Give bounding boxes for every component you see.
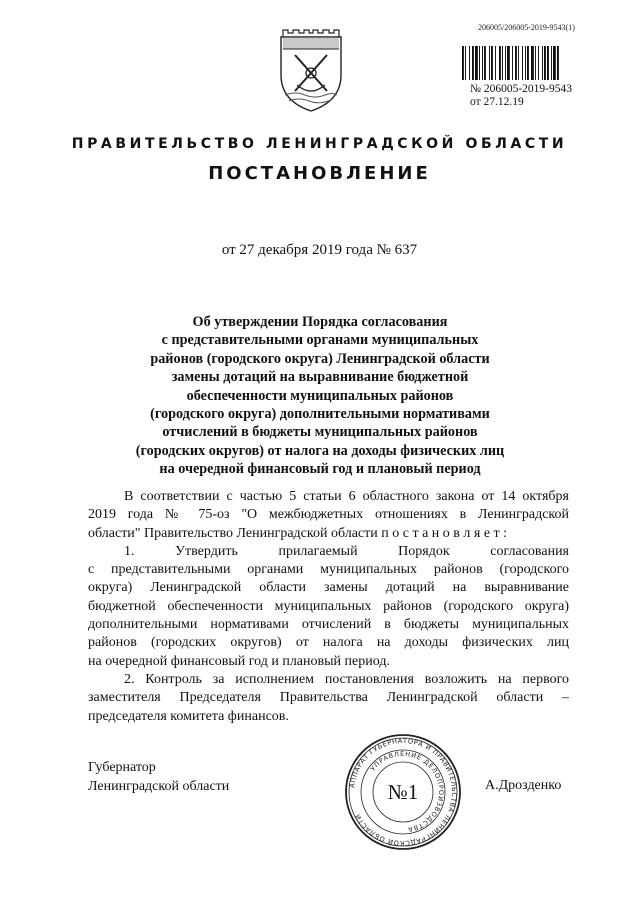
item-1-line: 1. Утвердить прилагаемый Порядок согласования — [124, 543, 569, 559]
barcode-bar — [527, 46, 529, 80]
barcode-bar — [518, 46, 519, 80]
government-title: ПРАВИТЕЛЬСТВО ЛЕНИНГРАДСКОЙ ОБЛАСТИ — [71, 136, 568, 152]
decree-body — [88, 488, 569, 726]
subject-line: районов (городского округа) Ленинградской области — [150, 350, 490, 367]
preamble-line: 2019 года № 75-оз "О межбюджетных отношениях в Ленинградской — [88, 507, 569, 523]
decree-date-line: от 27 декабря 2019 года № 637 — [221, 242, 418, 258]
barcode-bar — [462, 46, 464, 80]
subject-line: обеспеченности муниципальных районов — [186, 387, 454, 404]
barcode-bar — [557, 46, 559, 80]
official-seal-stamp — [343, 732, 463, 852]
seal-number: №1 — [387, 780, 419, 804]
preamble-line: области" Правительство Ленинградской области п о с т а н о в л я е т : — [88, 525, 508, 541]
registration-number: № 206005-2019-9543 — [470, 83, 573, 95]
subject-line: (городских округов) от налога на доходы физических лиц — [135, 442, 505, 459]
barcode-bar — [538, 46, 539, 80]
item-1-line: бюджетной обеспеченности муниципальных районов (городского округа) — [88, 598, 569, 614]
barcode-bar — [469, 46, 470, 80]
item-1-line: районов (городских округов) от налога на доходы физических лиц — [88, 635, 569, 651]
barcode-bar — [515, 46, 517, 80]
subject-line: отчислений в бюджеты муниципальных районов — [162, 424, 478, 441]
item-1-line: на очередной финансовый год и плановый период. — [88, 653, 390, 669]
barcode-bar — [544, 46, 546, 80]
barcode-bar — [535, 46, 536, 80]
item-2-line: 2. Контроль за исполнением постановления возложить на первого — [124, 671, 569, 687]
barcode-bar — [553, 46, 556, 80]
barcode-bar — [495, 46, 496, 80]
signer-name: А.Дрозденко — [485, 778, 562, 793]
barcode-bar — [551, 46, 552, 80]
barcode-bar — [465, 46, 466, 80]
decree-title: ПОСТАНОВЛЕНИЕ — [208, 163, 431, 184]
barcode-bar — [472, 46, 474, 80]
registration-date: от 27.12.19 — [470, 96, 524, 108]
signer-position — [88, 759, 229, 796]
seal-outer-text: АППАРАТ ГУБЕРНАТОРА И ПРАВИТЕЛЬСТВА ЛЕНИНГРАДСКОЙ ОБЛАСТИ — [348, 736, 459, 848]
barcode-bar — [475, 46, 478, 80]
barcode-bar — [484, 46, 486, 80]
barcode-bar — [525, 46, 526, 80]
item-1-line: дополнительными нормативами отчислений в бюджеты муниципальных — [88, 617, 569, 633]
item-1-line: с представительными органами муниципальных районов (городского — [88, 562, 569, 578]
barcode-bar — [479, 46, 480, 80]
barcode-bar — [499, 46, 501, 80]
subject-line: с представительными органами муниципальных — [161, 332, 479, 349]
coat-of-arms-icon — [275, 27, 347, 113]
barcode-bar — [502, 46, 503, 80]
barcode-image — [462, 46, 582, 80]
barcode-bar — [491, 46, 493, 80]
item-1-line: округа) Ленинградской области замены дотаций на выравнивание — [88, 580, 569, 596]
preamble-line: В соответствии с частью 5 статьи 6 областного закона от 14 октября — [124, 489, 569, 504]
signer-title: Губернатор — [88, 760, 156, 775]
barcode-bar — [531, 46, 534, 80]
subject-line: Об утверждении Порядка согласования — [192, 314, 448, 330]
barcode-bar — [489, 46, 490, 80]
subject-line: (городского округа) дополнительными нормативами — [150, 406, 490, 423]
barcode-bar — [522, 46, 523, 80]
item-2-line: председателя комитета финансов. — [88, 708, 289, 724]
subject-line: на очередной финансовый год и плановый период — [159, 461, 481, 478]
barcode-bar — [505, 46, 506, 80]
subject-line: замены дотаций на выравнивание бюджетной — [171, 369, 469, 386]
signer-region: Ленинградской области — [88, 778, 230, 794]
item-2-line: заместителя Председателя Правительства Ленинградской области – — [88, 690, 569, 706]
seal-inner-text: УПРАВЛЕНИЕ ДЕЛОПРОИЗВОДСТВА — [368, 749, 446, 834]
barcode-bar — [512, 46, 513, 80]
decree-subject — [90, 313, 550, 479]
barcode-bar — [482, 46, 483, 80]
barcode-bar — [542, 46, 543, 80]
barcode-bar — [547, 46, 549, 80]
document-stamp-id: 206005/206005-2019-9543(1) — [478, 23, 575, 32]
barcode-bar — [507, 46, 510, 80]
